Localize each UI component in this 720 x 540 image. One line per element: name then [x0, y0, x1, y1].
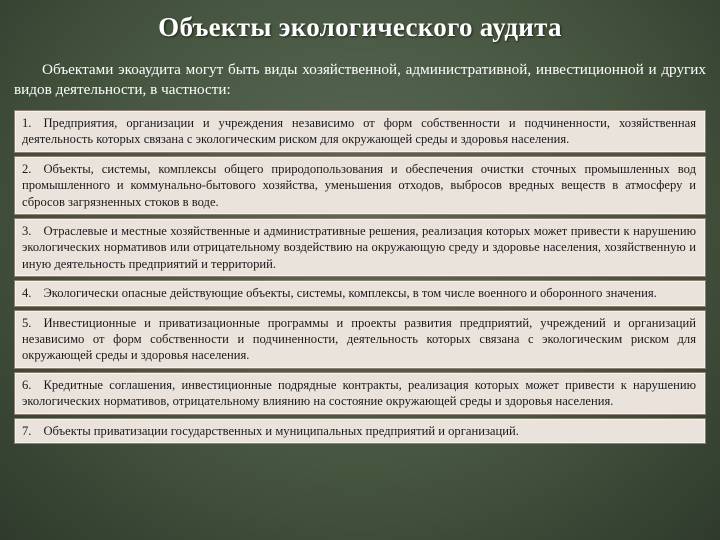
- item-number: 4.: [22, 286, 32, 301]
- item-text: Кредитные соглашения, инвестиционные подрядные контракты, реализация которых может привести к нарушению экологических нормативов, отрицательному влиянию на состояние окружающей среды и здоровья населения.: [22, 377, 696, 409]
- list-item: [14, 310, 706, 369]
- objects-list: [14, 110, 706, 444]
- item-text: Экологически опасные действующие объекты, системы, комплексы, в том числе военного и оборонного значения.: [43, 286, 657, 301]
- list-item: [14, 218, 706, 277]
- item-number: 7.: [22, 423, 32, 438]
- item-text: Предприятия, организации и учреждения независимо от форм собственности и подчиненности, хозяйственная деятельность которых связана с экологическим риском для окружающей среды и здоровья населения.: [22, 116, 696, 147]
- intro-paragraph: Объектами экоаудита могут быть виды хозяйственной, административной, инвестиционной и других видов деятельности, в частности:: [14, 61, 706, 98]
- slide-title: Объекты экологического аудита: [158, 12, 562, 42]
- item-text: Объекты приватизации государственных и муниципальных предприятий и организаций.: [43, 423, 519, 438]
- list-item: [14, 280, 706, 306]
- item-number: 2.: [22, 161, 32, 176]
- item-text: Отраслевые и местные хозяйственные и административные решения, реализация которых может привести к нарушению экологических нормативов или отрицательному воздействию на окружающую среду и здоровье населения, хозяйственную и иную деятельность предприятий и территорий.: [22, 224, 696, 271]
- list-item: [14, 156, 706, 215]
- item-text: Инвестиционные и приватизационные программы и проекты развития предприятий, учреждений и организаций независимо от форм собственности и подчиненности, деятельность которых связана с экологическим риском для окружающей среды и здоровья населения.: [22, 315, 696, 363]
- list-item: [14, 418, 706, 444]
- item-number: 6.: [22, 377, 32, 392]
- item-number: 3.: [22, 224, 32, 239]
- item-number: 5.: [22, 315, 32, 330]
- item-text: Объекты, системы, комплексы общего природопользования и обеспечения очистки сточных промышленных вод промышленного и коммунально-бытового хозяйства, уменьшения отходов, выбросов вредных веществ в атмосферу и сбросов загрязненных стоков в воде.: [22, 161, 696, 209]
- list-item: [14, 372, 706, 415]
- list-item: [14, 110, 706, 153]
- item-number: 1.: [22, 116, 32, 130]
